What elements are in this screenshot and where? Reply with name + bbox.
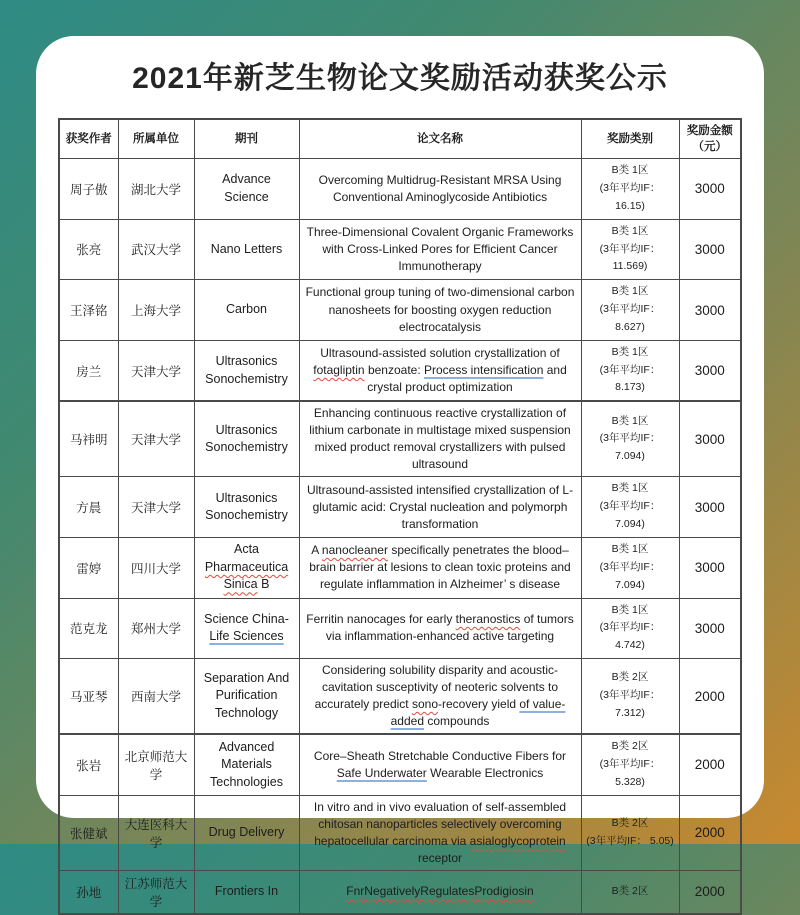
journal-cell: Frontiers In [194, 870, 299, 914]
award-amount-cell: 3000 [679, 159, 741, 220]
column-header-award-amount: 奖励金额 （元） [679, 119, 741, 159]
award-category-cell: B类 1区 (3年平均IF：4.742) [581, 598, 679, 659]
table-row [59, 659, 741, 735]
journal-cell: Nano Letters [194, 219, 299, 280]
award-category-cell: B类 2区 [581, 870, 679, 914]
journal-cell: Drug Delivery [194, 795, 299, 870]
table-row [59, 870, 741, 914]
affiliation-cell: 天津大学 [118, 477, 194, 538]
award-category-cell: B类 1区 (3年平均IF：8.627) [581, 280, 679, 341]
award-amount-cell: 3000 [679, 477, 741, 538]
paper-title-cell: Ultrasound-assisted intensified crystallization of L-glutamic acid: Crystal nucleation and polymorph transformation [299, 477, 581, 538]
paper-title-cell: Three-Dimensional Covalent Organic Frameworks with Cross-Linked Pores for Efficient Cancer Immunotherapy [299, 219, 581, 280]
paper-title-cell: A nanocleaner specifically penetrates the blood– brain barrier at lesions to clean toxic proteins and regulate inflammation in Alzheimer’ s disease [299, 537, 581, 598]
author-cell: 马亚琴 [59, 659, 118, 735]
award-amount-cell: 3000 [679, 280, 741, 341]
affiliation-cell: 上海大学 [118, 280, 194, 341]
author-cell: 马祎明 [59, 401, 118, 477]
table-row [59, 340, 741, 401]
award-amount-cell: 3000 [679, 537, 741, 598]
award-category-cell: B类 2区 (3年平均IF：5.328) [581, 734, 679, 795]
author-cell: 周子傲 [59, 159, 118, 220]
table-row [59, 795, 741, 870]
journal-cell: Ultrasonics Sonochemistry [194, 401, 299, 477]
table-row [59, 598, 741, 659]
award-category-cell: B类 1区 (3年平均IF：7.094) [581, 401, 679, 477]
table-row [59, 401, 741, 477]
award-category-cell: B类 2区 (3年平均IF：7.312) [581, 659, 679, 735]
paper-title-cell: Core–Sheath Stretchable Conductive Fibers for Safe Underwater Wearable Electronics [299, 734, 581, 795]
column-header-paper-title: 论文名称 [299, 119, 581, 159]
author-cell: 张岩 [59, 734, 118, 795]
award-amount-cell: 3000 [679, 401, 741, 477]
column-header-author: 获奖作者 [59, 119, 118, 159]
table-row [59, 219, 741, 280]
affiliation-cell: 天津大学 [118, 401, 194, 477]
affiliation-cell: 郑州大学 [118, 598, 194, 659]
affiliation-cell: 天津大学 [118, 340, 194, 401]
table-row [59, 280, 741, 341]
author-cell: 房兰 [59, 340, 118, 401]
table-header-row [59, 119, 741, 159]
awards-table [58, 118, 742, 915]
paper-title-cell: Functional group tuning of two-dimensional carbon nanosheets for boosting oxygen reduction electrocatalysis [299, 280, 581, 341]
affiliation-cell: 四川大学 [118, 537, 194, 598]
award-amount-cell: 3000 [679, 340, 741, 401]
award-amount-cell: 2000 [679, 659, 741, 735]
journal-cell: Advanced Materials Technologies [194, 734, 299, 795]
journal-cell: Ultrasonics Sonochemistry [194, 477, 299, 538]
award-category-cell: B类 1区 (3年平均IF： 11.569) [581, 219, 679, 280]
affiliation-cell: 武汉大学 [118, 219, 194, 280]
award-amount-cell: 2000 [679, 870, 741, 914]
column-header-award-category: 奖励类别 [581, 119, 679, 159]
award-amount-cell: 3000 [679, 219, 741, 280]
author-cell: 范克龙 [59, 598, 118, 659]
announcement-card [36, 36, 764, 909]
affiliation-cell: 西南大学 [118, 659, 194, 735]
journal-cell: Advance Science [194, 159, 299, 220]
affiliation-cell: 大连医科大学 [118, 795, 194, 870]
affiliation-cell: 江苏师范大学 [118, 870, 194, 914]
affiliation-cell: 北京师范大学 [118, 734, 194, 795]
column-header-affiliation: 所属单位 [118, 119, 194, 159]
author-cell: 雷婷 [59, 537, 118, 598]
award-category-cell: B类 2区 (3年平均IF： 5.05) [581, 795, 679, 870]
column-header-journal: 期刊 [194, 119, 299, 159]
award-category-cell: B类 1区 (3年平均IF：7.094) [581, 537, 679, 598]
award-category-cell: B类 1区 (3年平均IF：16.15) [581, 159, 679, 220]
affiliation-cell: 湖北大学 [118, 159, 194, 220]
table-row [59, 734, 741, 795]
paper-title-cell: Ferritin nanocages for early theranostics of tumors via inflammation-enhanced active targeting [299, 598, 581, 659]
journal-cell: Science China-Life Sciences [194, 598, 299, 659]
journal-cell: Ultrasonics Sonochemistry [194, 340, 299, 401]
journal-cell: Acta Pharmaceutica Sinica B [194, 537, 299, 598]
journal-cell: Carbon [194, 280, 299, 341]
journal-cell: Separation And Purification Technology [194, 659, 299, 735]
author-cell: 张亮 [59, 219, 118, 280]
paper-title-cell: Overcoming Multidrug-Resistant MRSA Using Conventional Aminoglycoside Antibiotics [299, 159, 581, 220]
page-title: 2021年新芝生物论文奖励活动获奖公示 [132, 62, 668, 95]
author-cell: 孙地 [59, 870, 118, 914]
paper-title-cell: Enhancing continuous reactive crystallization of lithium carbonate in multistage mixed suspension mixed product removal crystallizers with pulsed ultrasound [299, 401, 581, 477]
author-cell: 张健斌 [59, 795, 118, 870]
paper-title-cell: FnrNegativelyRegulatesProdigiosin [299, 870, 581, 914]
table-row [59, 159, 741, 220]
award-category-cell: B类 1区 (3年平均IF：7.094) [581, 477, 679, 538]
paper-title-cell: Considering solubility disparity and acoustic-cavitation susceptivity of neoteric solvents to accurately predict sono-recovery yield of value-added compounds [299, 659, 581, 735]
paper-title-cell: In vitro and in vivo evaluation of self-assembled chitosan nanoparticles selectively overcoming hepatocellular carcinoma via asialoglycoprotein receptor [299, 795, 581, 870]
award-amount-cell: 2000 [679, 795, 741, 870]
award-amount-cell: 2000 [679, 734, 741, 795]
table-row [59, 537, 741, 598]
award-amount-cell: 3000 [679, 598, 741, 659]
award-category-cell: B类 1区 (3年平均IF：8.173) [581, 340, 679, 401]
author-cell: 王泽铭 [59, 280, 118, 341]
paper-title-cell: Ultrasound-assisted solution crystallization of fotagliptin benzoate: Process intensification and crystal product optimization [299, 340, 581, 401]
author-cell: 方晨 [59, 477, 118, 538]
table-row [59, 477, 741, 538]
